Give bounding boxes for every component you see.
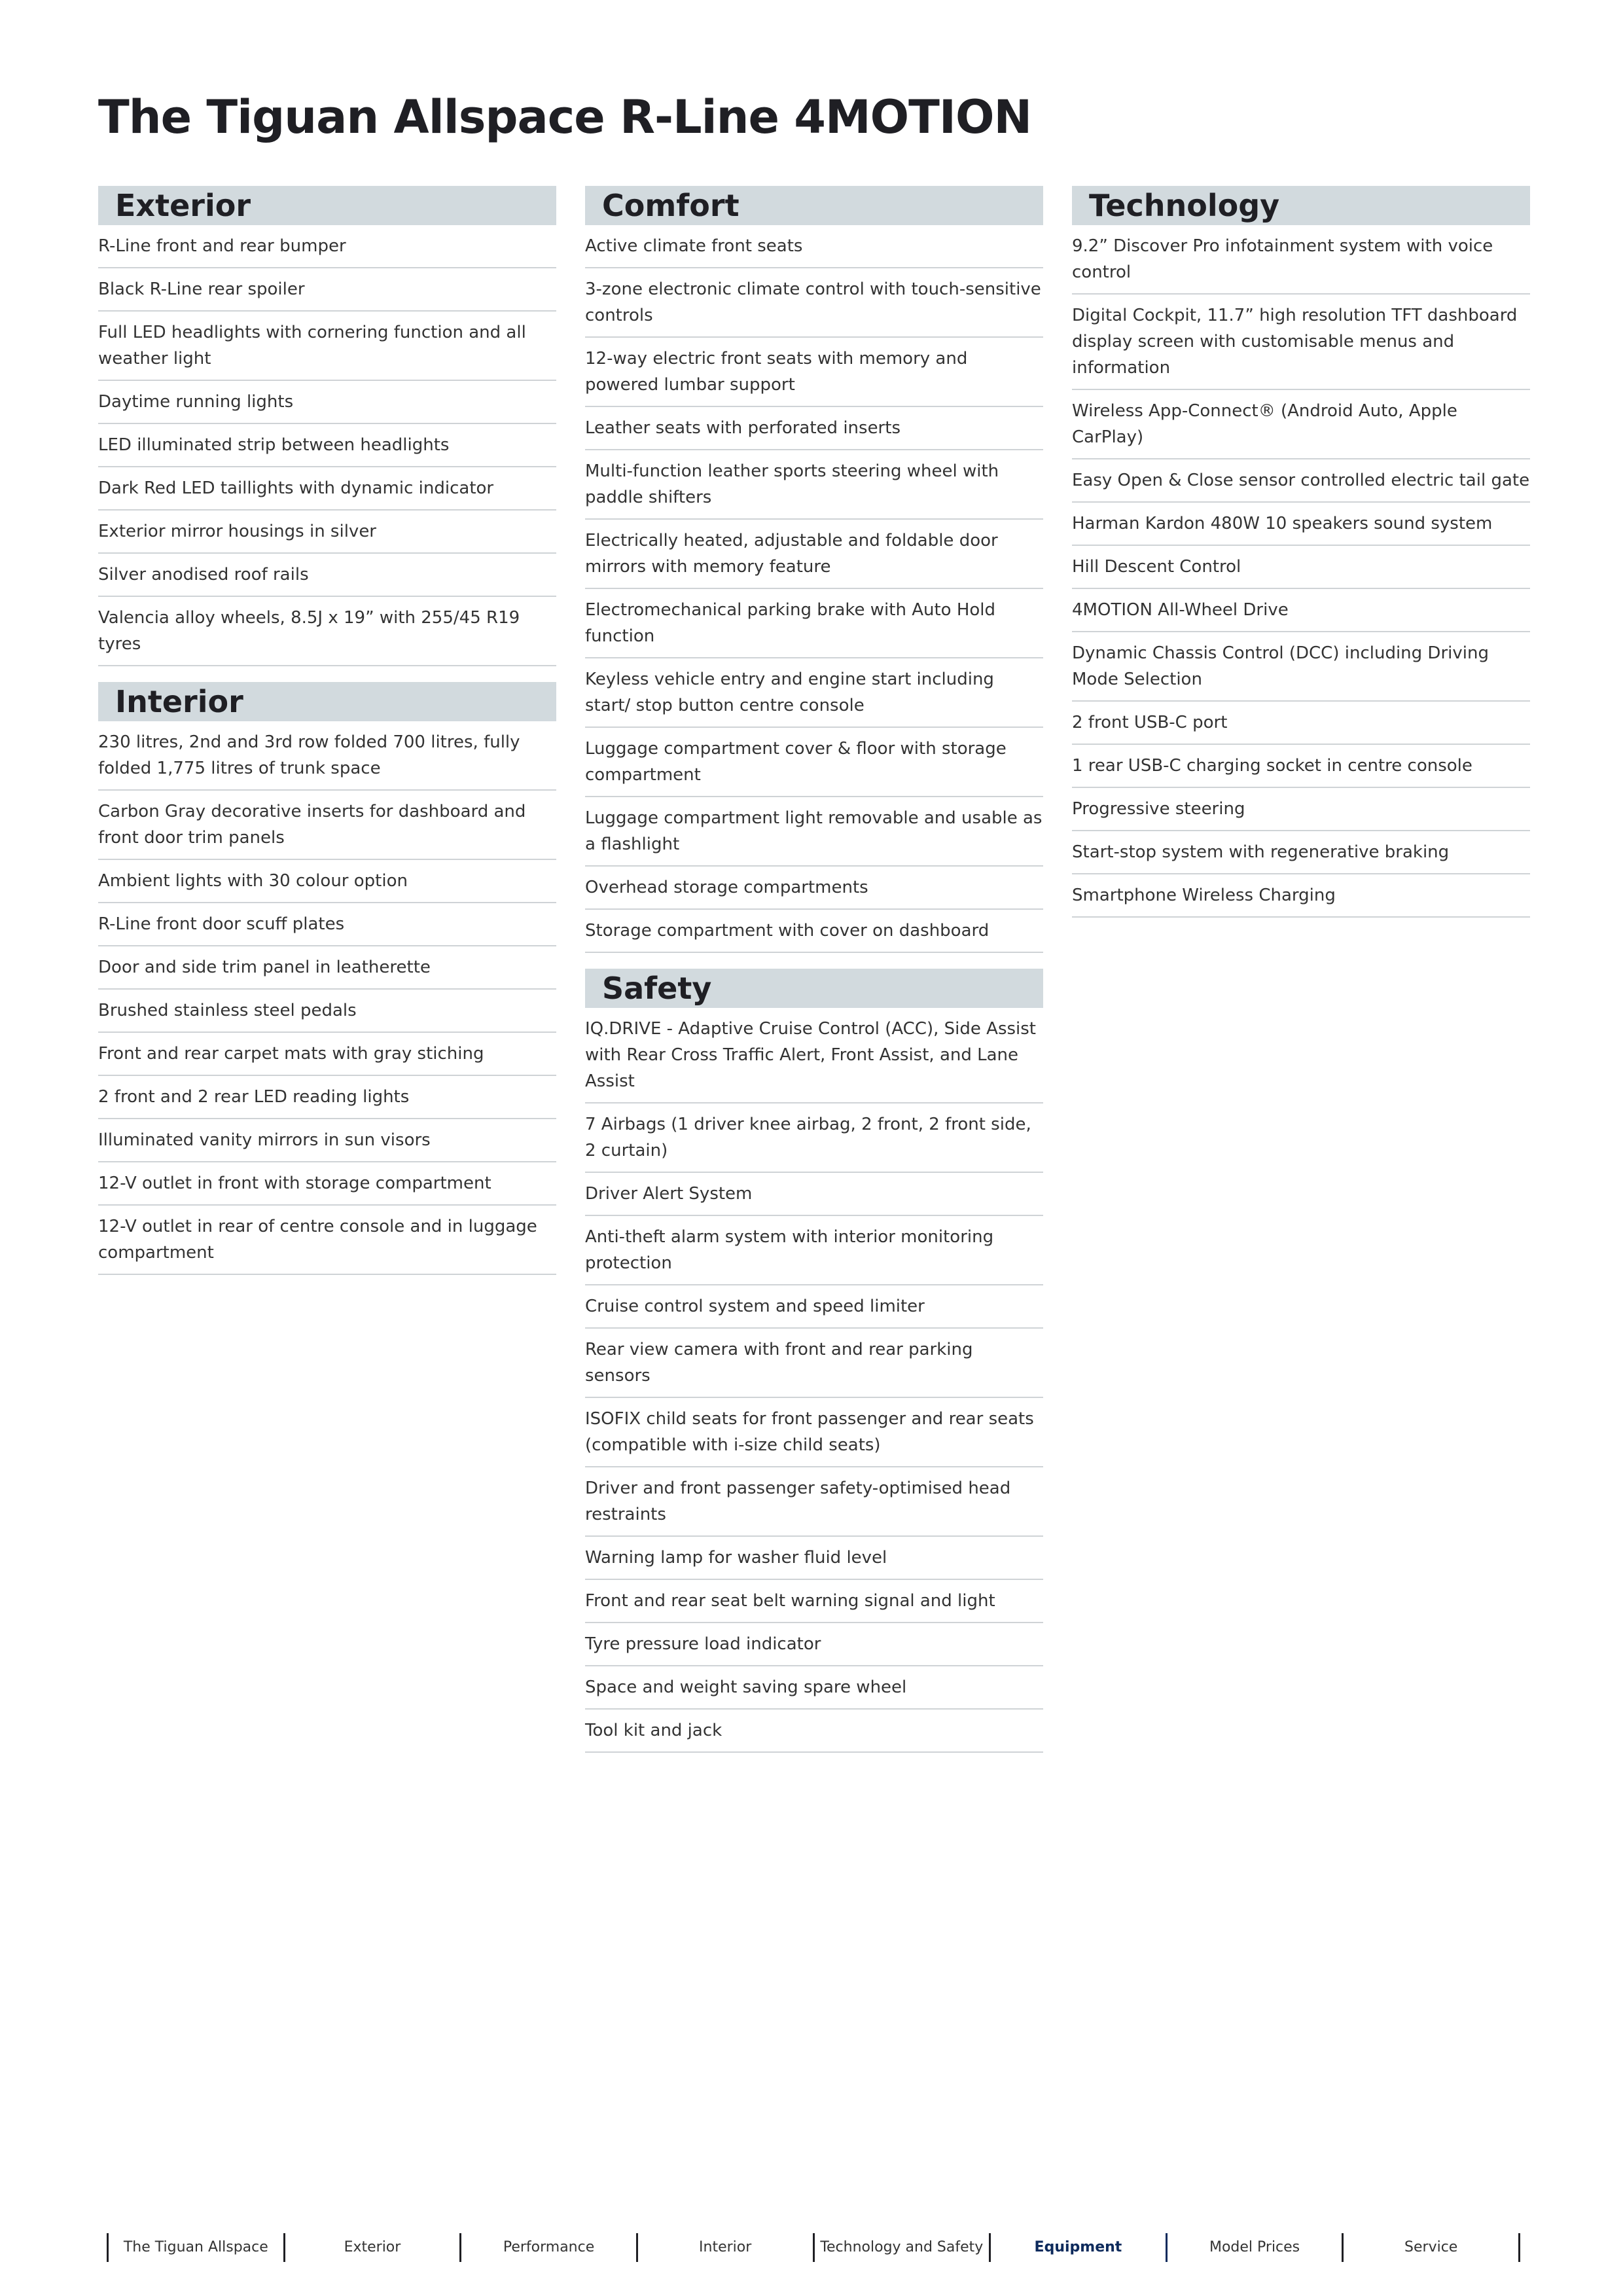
list-item: 2 front and 2 rear LED reading lights (98, 1076, 556, 1119)
list-item: 7 Airbags (1 driver knee airbag, 2 front, 2 front side, 2 curtain) (585, 1103, 1043, 1173)
list-item: Driver and front passenger safety-optimised head restraints (585, 1467, 1043, 1537)
section-heading: Comfort (585, 186, 1043, 225)
section-heading: Interior (98, 682, 556, 721)
list-item: Door and side trim panel in leatherette (98, 946, 556, 990)
nav-item-exterior[interactable]: Exterior (285, 2233, 462, 2262)
section-heading: Exterior (98, 186, 556, 225)
list-item: Valencia alloy wheels, 8.5J x 19” with 255/45 R19 tyres (98, 597, 556, 666)
list-item: Luggage compartment light removable and usable as a flashlight (585, 797, 1043, 867)
list-item: Dynamic Chassis Control (DCC) including Driving Mode Selection (1072, 632, 1530, 702)
list-item: Keyless vehicle entry and engine start including start/ stop button centre console (585, 658, 1043, 728)
list-item: Digital Cockpit, 11.7” high resolution TFT dashboard display screen with customisable menus and information (1072, 295, 1530, 390)
list-item: Ambient lights with 30 colour option (98, 860, 556, 903)
list-item: 12-V outlet in front with storage compartment (98, 1162, 556, 1206)
list-item: Smartphone Wireless Charging (1072, 874, 1530, 918)
list-item: 12-way electric front seats with memory and powered lumbar support (585, 338, 1043, 407)
list-item: Active climate front seats (585, 225, 1043, 268)
list-item: Brushed stainless steel pedals (98, 990, 556, 1033)
list-item: Electrically heated, adjustable and foldable door mirrors with memory feature (585, 520, 1043, 589)
list-item: Exterior mirror housings in silver (98, 511, 556, 554)
list-item: Full LED headlights with cornering function and all weather light (98, 312, 556, 381)
list-item: Wireless App-Connect® (Android Auto, Apple CarPlay) (1072, 390, 1530, 459)
list-item: Hill Descent Control (1072, 546, 1530, 589)
list-item: Storage compartment with cover on dashboard (585, 910, 1043, 953)
list-item: LED illuminated strip between headlights (98, 424, 556, 467)
list-item: 230 litres, 2nd and 3rd row folded 700 litres, fully folded 1,775 litres of trunk space (98, 721, 556, 791)
list-item: 4MOTION All-Wheel Drive (1072, 589, 1530, 632)
section-heading: Technology (1072, 186, 1530, 225)
column-1 (98, 186, 556, 1275)
list-item: Leather seats with perforated inserts (585, 407, 1043, 450)
list-item: 2 front USB-C port (1072, 702, 1530, 745)
list-item: Luggage compartment cover & floor with storage compartment (585, 728, 1043, 797)
list-item: Progressive steering (1072, 788, 1530, 831)
nav-item-technology-safety[interactable]: Technology and Safety (815, 2233, 991, 2262)
list-item: 3-zone electronic climate control with touch-sensitive controls (585, 268, 1043, 338)
column-3 (1072, 186, 1530, 918)
list-item: Black R-Line rear spoiler (98, 268, 556, 312)
section-exterior (98, 186, 556, 666)
list-item: 12-V outlet in rear of centre console and in luggage compartment (98, 1206, 556, 1275)
list-item: Harman Kardon 480W 10 speakers sound system (1072, 503, 1530, 546)
list-item: IQ.DRIVE - Adaptive Cruise Control (ACC), Side Assist with Rear Cross Traffic Alert, Front Assist, and Lane Assist (585, 1008, 1043, 1103)
list-item: Anti-theft alarm system with interior monitoring protection (585, 1216, 1043, 1285)
list-item: Cruise control system and speed limiter (585, 1285, 1043, 1329)
section-comfort (585, 186, 1043, 953)
list-item: Multi-function leather sports steering wheel with paddle shifters (585, 450, 1043, 520)
section-interior (98, 682, 556, 1275)
nav-item-equipment[interactable]: Equipment (991, 2233, 1168, 2262)
list-item: Carbon Gray decorative inserts for dashboard and front door trim panels (98, 791, 556, 860)
list-item: Start-stop system with regenerative braking (1072, 831, 1530, 874)
list-item: Illuminated vanity mirrors in sun visors (98, 1119, 556, 1162)
nav-item-tiguan-allspace[interactable]: The Tiguan Allspace (109, 2233, 285, 2262)
list-item: Space and weight saving spare wheel (585, 1666, 1043, 1710)
nav-item-service[interactable]: Service (1344, 2233, 1520, 2262)
list-item: Driver Alert System (585, 1173, 1043, 1216)
list-item: Tyre pressure load indicator (585, 1623, 1043, 1666)
list-item: Warning lamp for washer fluid level (585, 1537, 1043, 1580)
section-heading: Safety (585, 969, 1043, 1008)
list-item: 1 rear USB-C charging socket in centre console (1072, 745, 1530, 788)
list-item: Tool kit and jack (585, 1710, 1043, 1753)
column-2 (585, 186, 1043, 1753)
section-technology (1072, 186, 1530, 918)
list-item: Dark Red LED taillights with dynamic indicator (98, 467, 556, 511)
list-item: Easy Open & Close sensor controlled electric tail gate (1072, 459, 1530, 503)
list-item: Front and rear carpet mats with gray stiching (98, 1033, 556, 1076)
list-item: Overhead storage compartments (585, 867, 1043, 910)
list-item: Front and rear seat belt warning signal and light (585, 1580, 1043, 1623)
nav-item-model-prices[interactable]: Model Prices (1168, 2233, 1344, 2262)
list-item: 9.2” Discover Pro infotainment system with voice control (1072, 225, 1530, 295)
list-item: R-Line front and rear bumper (98, 225, 556, 268)
nav-item-interior[interactable]: Interior (638, 2233, 815, 2262)
list-item: ISOFIX child seats for front passenger and rear seats (compatible with i-size child seats) (585, 1398, 1043, 1467)
page-title: The Tiguan Allspace R-Line 4MOTION (98, 90, 1032, 144)
list-item: Silver anodised roof rails (98, 554, 556, 597)
section-safety (585, 969, 1043, 1753)
list-item: Electromechanical parking brake with Auto Hold function (585, 589, 1043, 658)
nav-item-performance[interactable]: Performance (461, 2233, 638, 2262)
list-item: R-Line front door scuff plates (98, 903, 556, 946)
list-item: Rear view camera with front and rear parking sensors (585, 1329, 1043, 1398)
footer-nav (107, 2233, 1520, 2262)
list-item: Daytime running lights (98, 381, 556, 424)
